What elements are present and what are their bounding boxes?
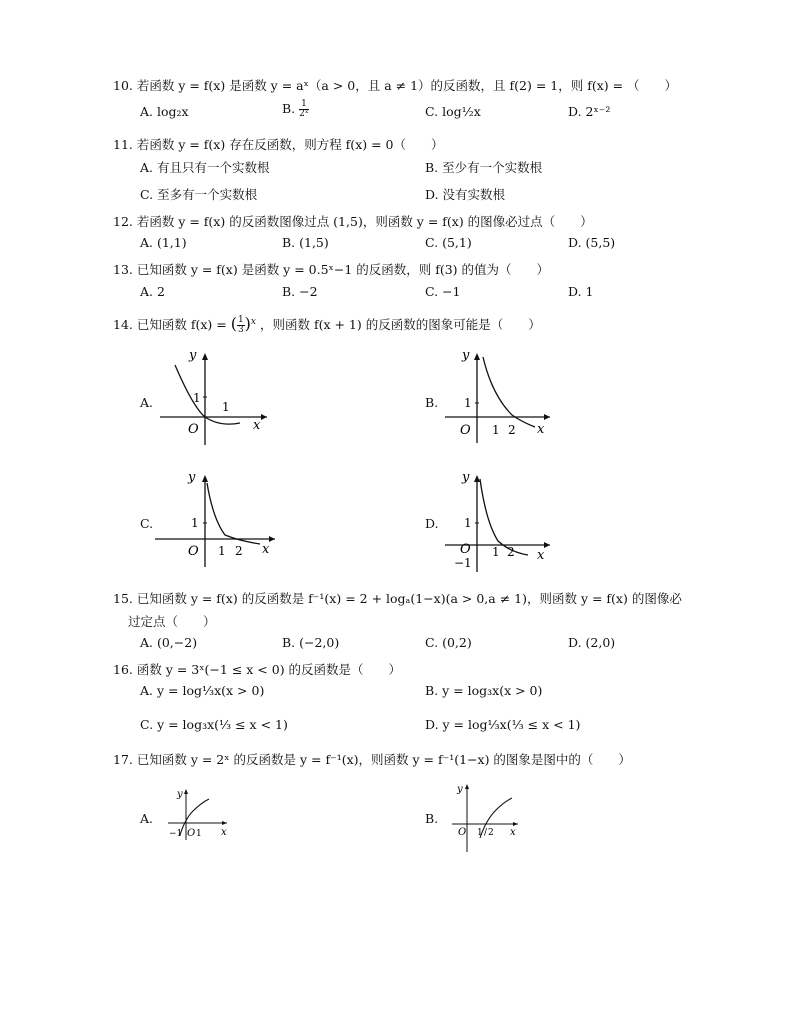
q17-option-b-label[interactable]: B.	[425, 811, 439, 826]
q10-option-b-label: B.	[282, 101, 296, 116]
q15-option-d[interactable]: D. (2,0)	[568, 635, 616, 650]
q12-option-b[interactable]: B. (1,5)	[282, 235, 329, 250]
q17-option-a-label[interactable]: A.	[140, 811, 154, 826]
q14-paren-open: (	[230, 314, 237, 333]
q14-graph-d	[440, 467, 555, 572]
q14d-tick-x2: 2	[507, 545, 515, 559]
question-15-stem-cont: 过定点（ ）	[128, 614, 216, 629]
q15-option-b[interactable]: B. (−2,0)	[282, 635, 340, 650]
question-10-stem: 10. 若函数 y = f(x) 是函数 y = aˣ（a > 0，且 a ≠ 1）的反函数，且 f(2) = 1，则 f(x) = （ ）	[113, 78, 678, 93]
q14c-origin: O	[188, 544, 199, 559]
q14b-x-label: x	[537, 422, 545, 437]
q17-graph-b	[450, 780, 525, 852]
q14-stem-suffix: ，则函数 f(x + 1) 的反函数的图象可能是（ ）	[259, 317, 541, 332]
q14-option-c-label[interactable]: C.	[140, 516, 154, 531]
q16-option-b[interactable]: B. y = log₃x(x > 0)	[425, 683, 543, 698]
q14d-origin: O	[460, 542, 471, 557]
q13-option-b[interactable]: B. −2	[282, 284, 318, 299]
q17b-y-label: y	[457, 784, 463, 795]
q14-graph-c	[155, 467, 280, 567]
q14c-tick-y1: 1	[191, 516, 199, 530]
q16-option-d[interactable]: D. y = log⅓x(⅓ ≤ x < 1)	[425, 717, 581, 732]
question-16-stem: 16. 函数 y = 3ˣ(−1 ≤ x < 0) 的反函数是（ ）	[113, 662, 402, 677]
q17b-tick-x2: 2	[488, 828, 494, 838]
q14-fraction-numerator: 1	[237, 315, 244, 325]
q16-option-c[interactable]: C. y = log₃x(⅓ ≤ x < 1)	[140, 717, 288, 732]
q14b-origin: O	[460, 423, 471, 438]
q11-option-b[interactable]: B. 至少有一个实数根	[425, 160, 543, 175]
q17-graph-a	[165, 785, 235, 845]
q17b-tick-x1: 1	[477, 828, 483, 838]
q14c-y-label: y	[188, 470, 196, 485]
q14d-tick-x1: 1	[492, 545, 500, 559]
q14-graph-b	[440, 345, 555, 445]
q14c-tick-x1: 1	[218, 544, 226, 558]
q14b-tick-y1: 1	[464, 396, 472, 410]
q17b-origin: O	[458, 827, 467, 838]
q14a-tick-x1: 1	[222, 400, 230, 414]
q10-option-b-fraction	[299, 100, 309, 119]
q11-option-a[interactable]: A. 有且只有一个实数根	[140, 160, 270, 175]
q17a-x-label: x	[221, 827, 227, 838]
q10-option-d[interactable]: D. 2ˣ⁻²	[568, 104, 611, 119]
question-15-stem: 15. 已知函数 y = f(x) 的反函数是 f⁻¹(x) = 2 + logₐ(1−x)(a > 0,a ≠ 1)，则函数 y = f(x) 的图像必	[113, 591, 682, 606]
q14-fraction-denominator: 3	[237, 325, 244, 335]
question-11-stem: 11. 若函数 y = f(x) 存在反函数，则方程 f(x) = 0（ ）	[113, 137, 444, 152]
q12-option-a[interactable]: A. (1,1)	[140, 235, 187, 250]
q14b-tick-x2: 2	[508, 423, 516, 437]
q14-exponent: x	[250, 316, 256, 327]
q17a-tick-neg1: −1	[169, 829, 183, 839]
q10-option-b-denominator: 2ˣ	[299, 109, 309, 119]
q17b-x-label: x	[510, 827, 516, 838]
q14b-tick-x1: 1	[492, 423, 500, 437]
q10-option-b-numerator: 1	[301, 99, 307, 109]
q11-option-d[interactable]: D. 没有实数根	[425, 187, 506, 202]
q13-option-d[interactable]: D. 1	[568, 284, 594, 299]
q14b-y-label: y	[462, 348, 470, 363]
q14a-x-label: x	[253, 418, 261, 433]
q14d-tick-y-neg1: −1	[454, 556, 472, 570]
q14-option-d-label[interactable]: D.	[425, 516, 439, 531]
q13-option-a[interactable]: A. 2	[140, 284, 165, 299]
q17a-y-label: y	[177, 789, 183, 800]
q10-option-b[interactable]	[282, 100, 309, 119]
q10-option-a[interactable]: A. log₂x	[140, 104, 189, 119]
q14c-tick-x2: 2	[235, 544, 243, 558]
q13-option-c[interactable]: C. −1	[425, 284, 461, 299]
q14d-tick-y1: 1	[464, 516, 472, 530]
q14c-x-label: x	[262, 542, 270, 557]
q14-graph-a	[155, 345, 275, 445]
q12-option-d[interactable]: D. (5,5)	[568, 235, 616, 250]
question-17-stem: 17. 已知函数 y = 2ˣ 的反函数是 y = f⁻¹(x)，则函数 y = f⁻¹(1−x) 的图象是图中的（ ）	[113, 752, 631, 767]
q14d-x-label: x	[537, 548, 545, 563]
q14a-y-label: y	[189, 348, 197, 363]
q16-option-a[interactable]: A. y = log⅓x(x > 0)	[140, 683, 265, 698]
q14d-y-label: y	[462, 470, 470, 485]
q17a-tick-x1: 1	[196, 829, 202, 839]
q14-stem-prefix: 14. 已知函数 f(x) =	[113, 317, 227, 332]
q17b-tick-slash: /	[484, 828, 488, 838]
question-13-stem: 13. 已知函数 y = f(x) 是函数 y = 0.5ˣ−1 的反函数，则 f(3) 的值为（ ）	[113, 262, 550, 277]
q14-option-a-label[interactable]: A.	[140, 395, 154, 410]
q12-option-c[interactable]: C. (5,1)	[425, 235, 472, 250]
q15-option-a[interactable]: A. (0,−2)	[140, 635, 198, 650]
q14-option-b-label[interactable]: B.	[425, 395, 439, 410]
question-14-stem	[113, 314, 541, 335]
question-12-stem: 12. 若函数 y = f(x) 的反函数图像过点 (1,5)，则函数 y = f(x) 的图像必过点（ ）	[113, 214, 593, 229]
q14a-tick-y1: 1	[193, 391, 201, 405]
q10-option-c[interactable]: C. log½x	[425, 104, 481, 119]
q15-option-c[interactable]: C. (0,2)	[425, 635, 472, 650]
q11-option-c[interactable]: C. 至多有一个实数根	[140, 187, 258, 202]
q17a-origin: O	[187, 828, 196, 839]
q14a-origin: O	[188, 422, 199, 437]
q14-paren-close: )	[244, 314, 251, 333]
q14-fraction	[237, 316, 245, 335]
